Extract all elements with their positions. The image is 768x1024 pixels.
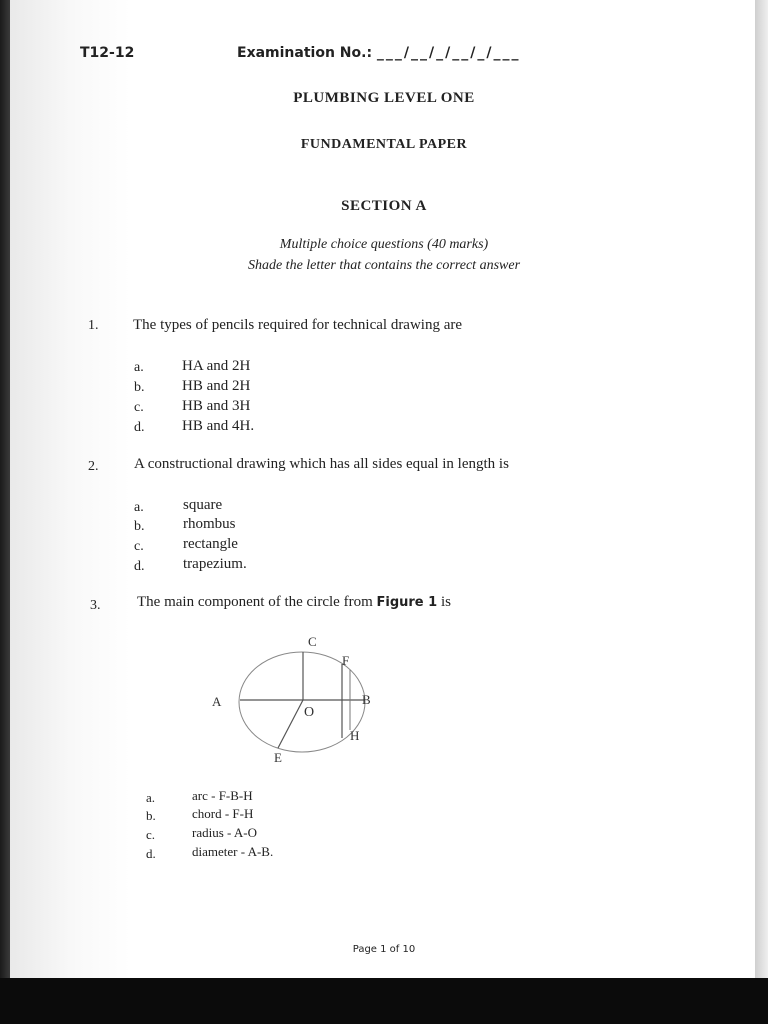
label-h: H [350, 728, 360, 743]
question-3-option-c: radius - A-O [192, 825, 257, 840]
section-heading: SECTION A [341, 198, 427, 214]
question-3-option-c-letter: c. [146, 827, 156, 842]
question-3-text-start: The main component of the circle from [137, 594, 377, 610]
question-1-option-d: HB and 4H. [182, 418, 255, 434]
question-2-option-b: rhombus [183, 516, 236, 532]
question-1-option-a: HA and 2H [182, 358, 251, 374]
instruction-line-1: Multiple choice questions (40 marks) [279, 237, 489, 252]
question-3-option-a: arc - F-B-H [192, 788, 253, 803]
label-o: O [304, 705, 315, 720]
label-b: B [362, 692, 371, 707]
circle-figure [200, 630, 390, 770]
examination-number-label: Examination No.: [237, 45, 373, 61]
course-title: PLUMBING LEVEL ONE [293, 90, 475, 106]
question-2-option-c-letter: c. [134, 539, 144, 554]
question-1-option-d-letter: d. [134, 420, 145, 435]
question-3-option-d: diameter - A-B. [192, 844, 274, 859]
question-1-option-c-letter: c. [134, 400, 144, 415]
question-2-option-c: rectangle [183, 536, 238, 552]
examination-number-blanks: ___/__/_/__/_/___ [376, 45, 521, 61]
question-2-option-a: square [183, 497, 223, 513]
question-1-number: 1. [88, 318, 99, 333]
radius-line-oe [278, 700, 303, 748]
question-2-text: A constructional drawing which has all sides equal in length is [134, 456, 509, 472]
question-1-option-c: HB and 3H [182, 398, 251, 414]
question-1-option-a-letter: a. [134, 360, 144, 375]
page-number: Page 1 of 10 [352, 944, 416, 955]
question-1-text: The types of pencils required for technical drawing are [133, 317, 463, 333]
instruction-line-2: Shade the letter that contains the correct answer [247, 258, 521, 273]
examination-number [237, 45, 521, 61]
question-2-option-d-letter: d. [134, 559, 145, 574]
question-2-number: 2. [88, 459, 99, 474]
question-3-number: 3. [90, 598, 101, 613]
question-3-text-end: is [437, 594, 451, 610]
question-3-option-b-letter: b. [146, 808, 156, 823]
label-a: A [212, 694, 222, 709]
question-2-option-d: trapezium. [183, 556, 247, 572]
paper-code: T12-12 [80, 45, 135, 61]
scan-background-bottom [0, 978, 768, 1024]
question-3-option-d-letter: d. [146, 846, 156, 861]
label-c: C [308, 634, 317, 649]
label-f: F [342, 653, 350, 668]
question-3-option-b: chord - F-H [192, 806, 254, 821]
paper-title: FUNDAMENTAL PAPER [300, 137, 468, 152]
question-1-option-b: HB and 2H [182, 378, 251, 394]
question-3-option-a-letter: a. [146, 790, 156, 805]
question-1-option-b-letter: b. [134, 380, 145, 395]
figure-reference: Figure 1 [376, 595, 438, 610]
question-3-text [137, 594, 451, 611]
question-2-option-a-letter: a. [134, 500, 144, 515]
question-2-option-b-letter: b. [134, 519, 145, 534]
label-e: E [274, 750, 282, 765]
